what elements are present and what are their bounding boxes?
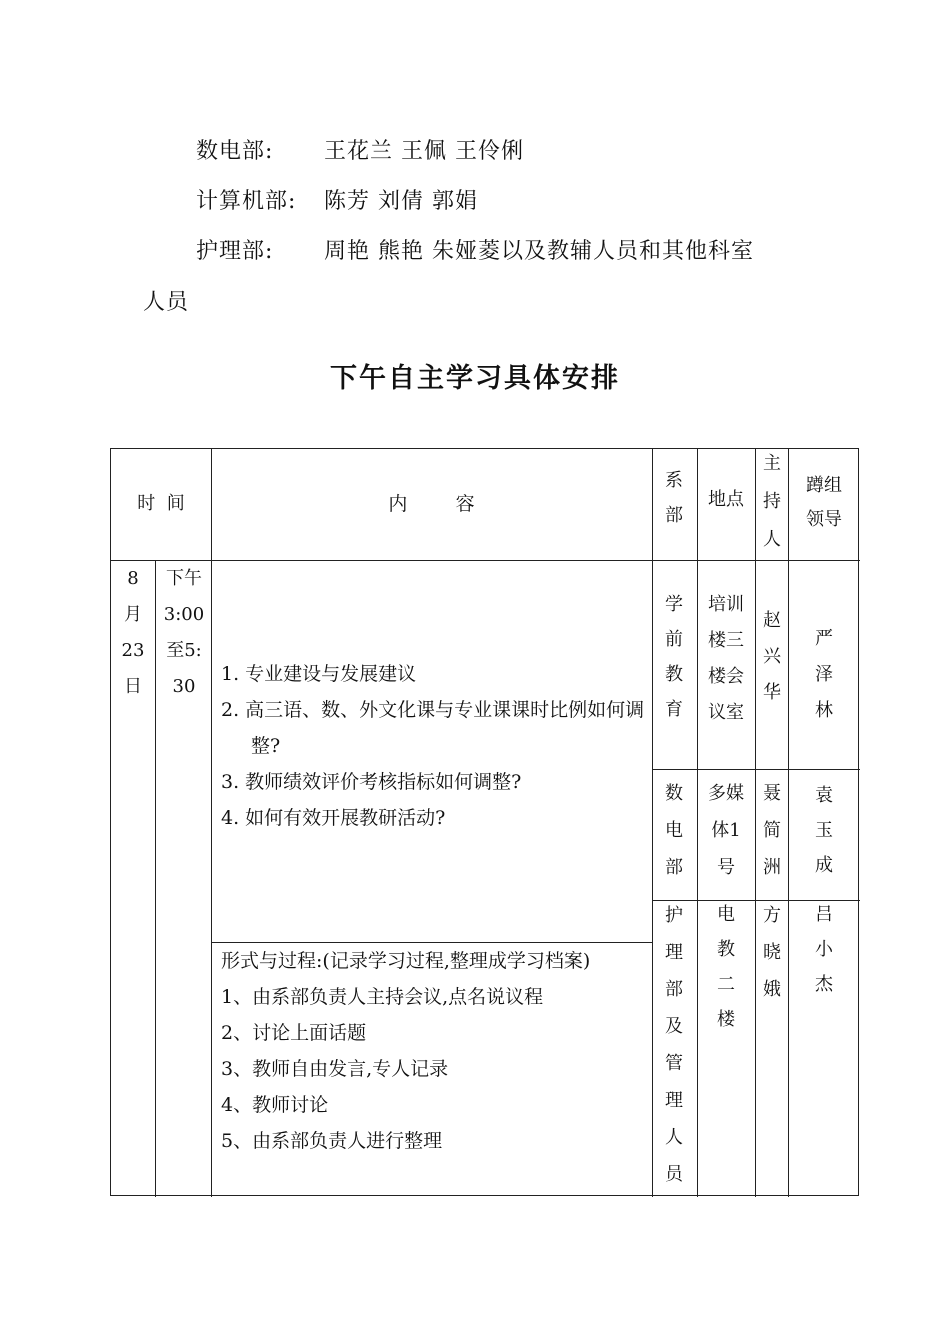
intro-line-3 (196, 234, 754, 265)
header-leader: 蹲组领导 (806, 475, 842, 530)
row2-place: 多媒体1号 (708, 783, 744, 878)
row1-leader: 严泽林 (815, 628, 833, 721)
row3-leader: 吕小杰 (815, 904, 833, 995)
row2-host: 聂简洲 (763, 783, 781, 878)
header-dept: 系部 (665, 470, 683, 526)
process-item: 3、教师自由发言,专人记录 (221, 1058, 449, 1080)
intro-label: 计算机部: (196, 189, 297, 214)
row3-host: 方晓娥 (763, 905, 781, 1000)
topic-item: 1. 专业建设与发展建议 (221, 663, 417, 685)
process-item: 4、教师讨论 (221, 1094, 329, 1116)
header-time: 时 间 (137, 493, 185, 514)
row3-place: 电教二楼 (717, 904, 735, 1030)
date-cell: 8月23日 (121, 568, 145, 697)
topic-item: 3. 教师绩效评价考核指标如何调整? (221, 771, 522, 793)
intro-names: 周艳 熊艳 朱娅菱以及教辅人员和其他科室 (324, 239, 754, 264)
header-place: 地点 (708, 489, 744, 510)
process-item: 5、由系部负责人进行整理 (221, 1130, 443, 1152)
process-list (221, 943, 647, 1159)
process-heading: 形式与过程:(记录学习过程,整理成学习档案) (221, 950, 591, 972)
topic-item: 4. 如何有效开展教研活动? (221, 807, 446, 829)
header-content: 内 容 (388, 493, 475, 515)
intro-label: 护理部: (196, 239, 274, 264)
intro-continuation: 人员 (143, 290, 190, 315)
schedule-table (110, 448, 859, 1196)
row1-place: 培训楼三楼会议室 (708, 594, 744, 723)
row3-dept: 护理部及管理人员 (665, 905, 683, 1185)
intro-label: 数电部: (196, 139, 274, 164)
row2-leader: 袁玉成 (815, 785, 833, 876)
intro-line-1 (196, 134, 524, 165)
intro-line-2 (196, 184, 478, 215)
row2-dept: 数电部 (665, 783, 683, 878)
topic-item: 2. 高三语、数、外文化课与专业课课时比例如何调整? (221, 699, 645, 757)
topic-list (221, 656, 647, 836)
section-title: 下午自主学习具体安排 (330, 363, 620, 394)
intro-names: 王花兰 王佩 王伶俐 (324, 139, 524, 164)
process-item: 1、由系部负责人主持会议,点名说议程 (221, 986, 544, 1008)
time-cell: 下午3:00至5:30 (163, 568, 205, 697)
row1-dept: 学前教育 (665, 594, 683, 720)
intro-names: 陈芳 刘倩 郭娟 (324, 189, 478, 214)
header-host: 主持人 (763, 453, 781, 550)
row1-host: 赵兴华 (763, 610, 781, 703)
process-item: 2、讨论上面话题 (221, 1022, 367, 1044)
